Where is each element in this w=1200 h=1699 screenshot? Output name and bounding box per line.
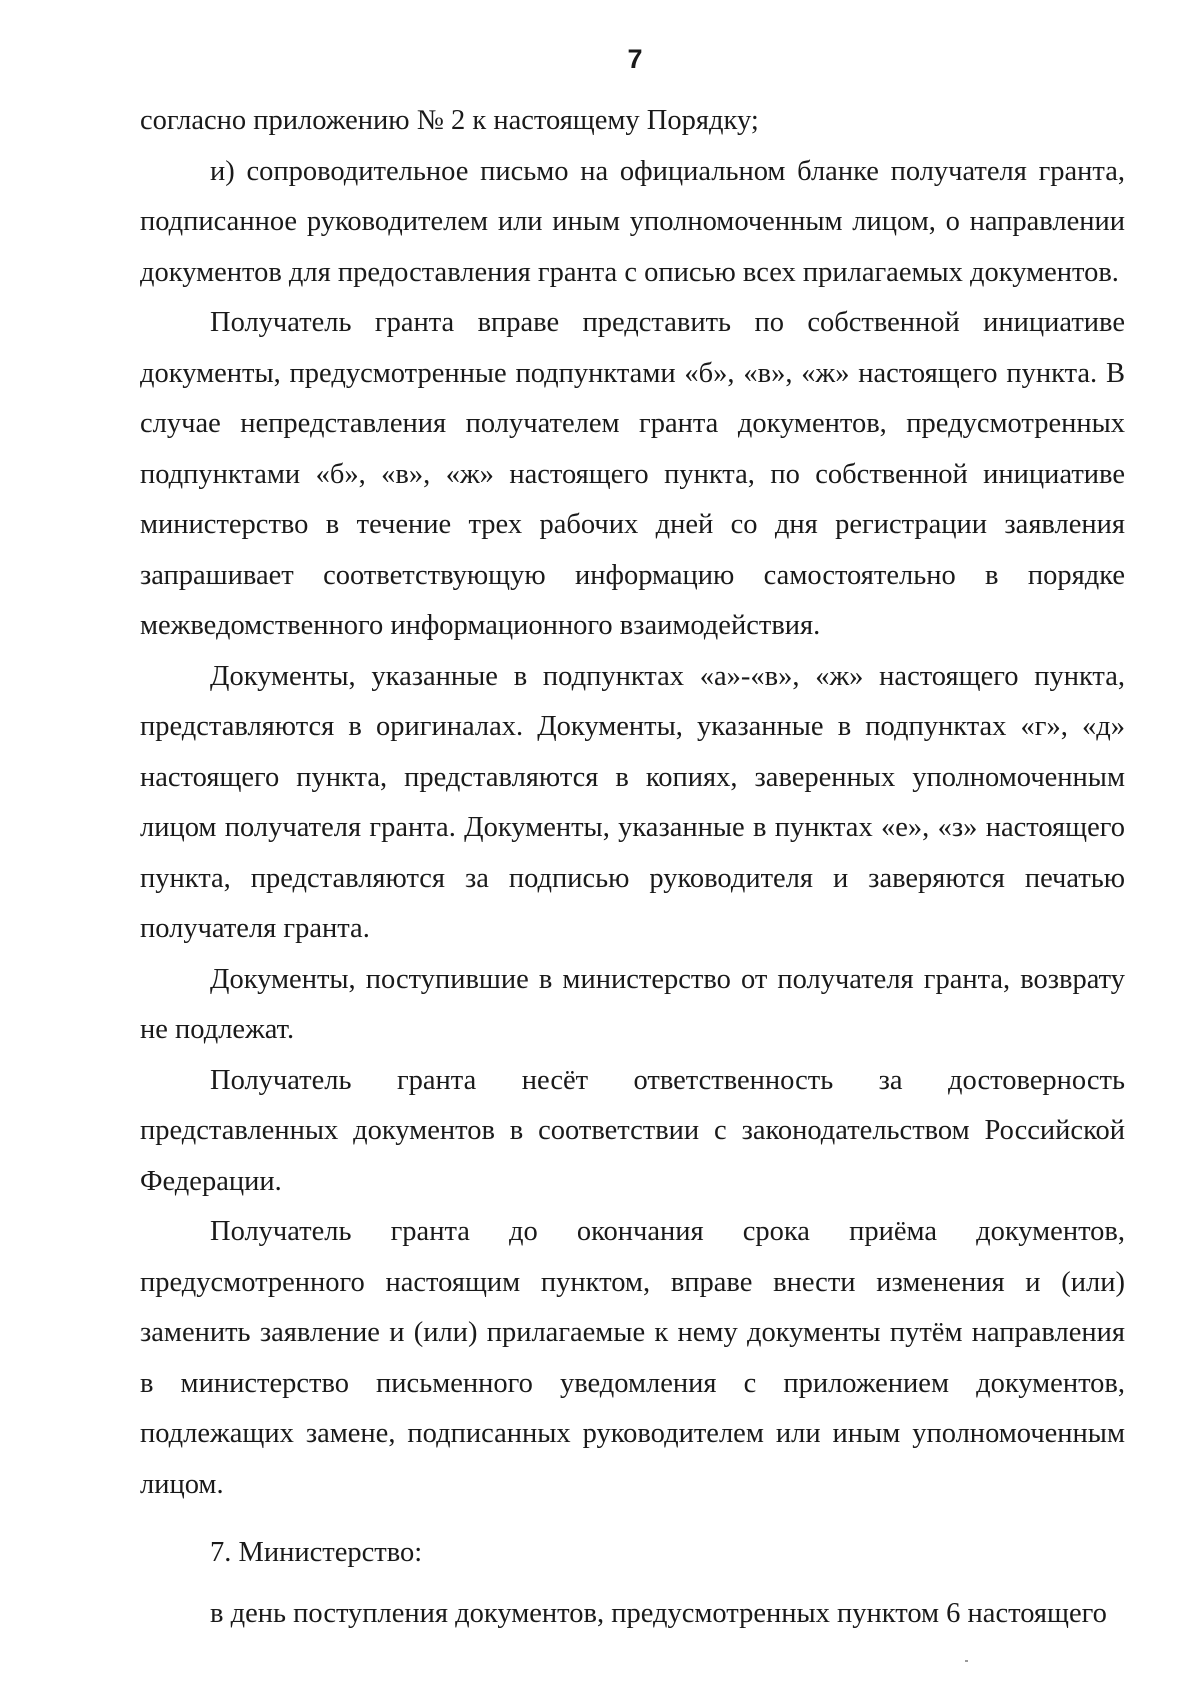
paragraph-ministry-duties: в день поступления документов, предусмотренных пунктом 6 настоящего <box>210 1597 1107 1629</box>
paragraph-replacement: Получатель гранта до окончания срока приёма документов, предусмотренного настоящим пунктом, вправе внести изменения и (или) заменить заявление и (или) прилагаемые к нему документы путём направления в министерство письменного уведомления с приложением документов, подлежащих замене, подписанных руководителем или иным уполномоченным лицом. <box>140 1216 1125 1500</box>
section-heading-ministry: 7. Министерство: <box>210 1537 423 1568</box>
page-number: 7 <box>627 44 643 74</box>
paragraph-document-forms: Документы, указанные в подпунктах «а»-«в», «ж» настоящего пункта, представляются в оригиналах. Документы, указанные в подпунктах «г», «д» настоящего пункта, представляются в копиях, заверенных уполномоченным лицом получателя гранта. Документы, указанные в пунктах «е», «з» настоящего пункта, представляются за подписью руководителя и заверяются печатью получателя гранта. <box>140 660 1125 944</box>
paragraph-optional-documents: Получатель гранта вправе представить по собственной инициативе документы, предусмотренные подпунктами «б», «в», «ж» настоящего пункта. В случае непредставления получателем гранта документов, предусмотренных подпунктами «б», «в», «ж» настоящего пункта, по собственной инициативе министерство в течение трех рабочих дней со дня регистрации заявления запрашивает соответствующую информацию самостоятельно в порядке межведомственного информационного взаимодействия. <box>140 307 1125 641</box>
paragraph-responsibility: Получатель гранта несёт ответственность за достоверность представленных документов в соответствии с законодательством Российской Федерации. <box>140 1064 1125 1197</box>
paragraph-continuation: согласно приложению № 2 к настоящему Порядку; <box>140 105 759 136</box>
scan-artifact <box>965 1660 968 1662</box>
paragraph-item-i: и) сопроводительное письмо на официальном бланке получателя гранта, подписанное руководителем или иным уполномоченным лицом, о направлении документов для предоставления гранта с описью всех прилагаемых документов. <box>140 155 1125 288</box>
document-body <box>140 96 1125 1639</box>
paragraph-no-return: Документы, поступившие в министерство от получателя гранта, возврату не подлежат. <box>140 963 1125 1045</box>
